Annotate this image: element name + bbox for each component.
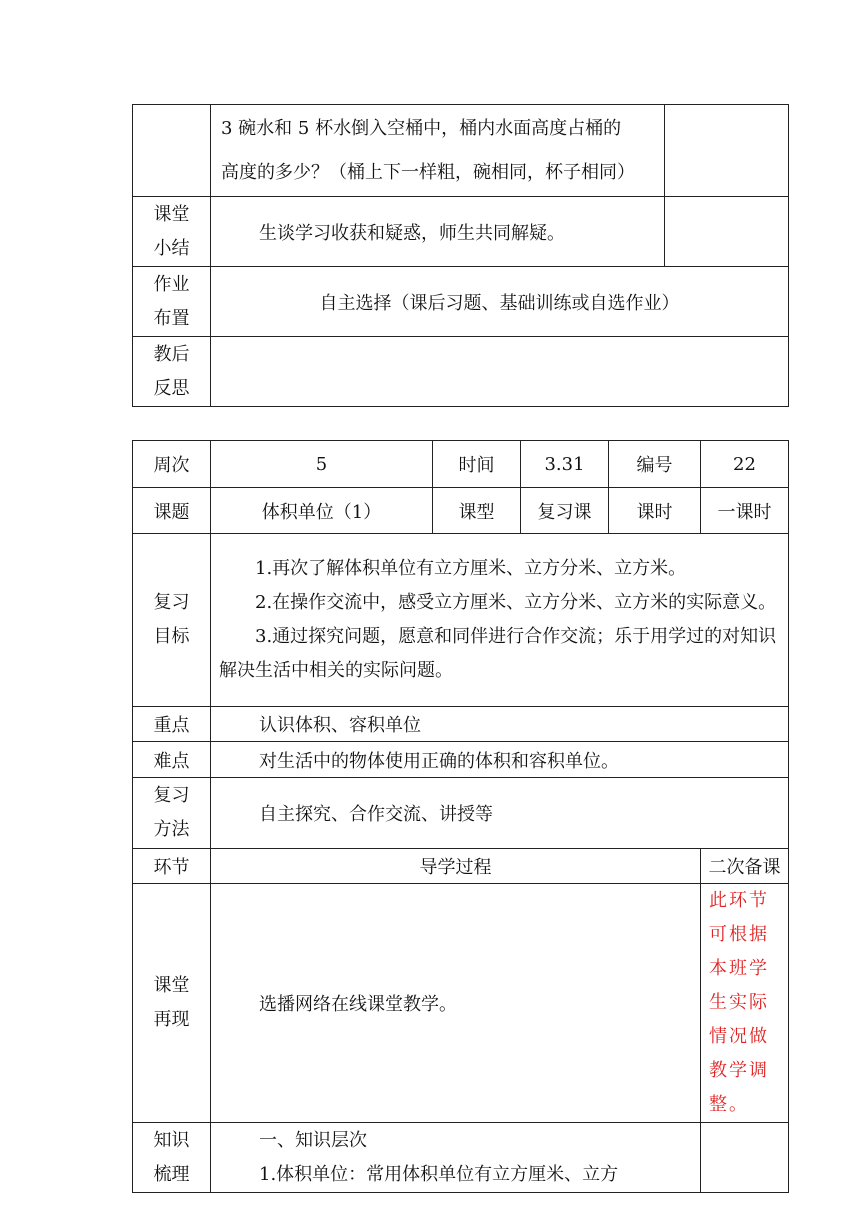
- table-row: [133, 488, 789, 534]
- knowledge-content: [211, 1123, 701, 1193]
- goals-content: [211, 534, 789, 707]
- goal-item: 2.在操作交流中，感受立方厘米、立方分米、立方米的实际意义。: [255, 592, 777, 613]
- empty-note-cell: [665, 105, 789, 197]
- knowledge-line: 一、知识层次: [259, 1129, 367, 1151]
- method-label: 复习 方法: [133, 778, 211, 849]
- second-prep-label: 二次备课: [701, 849, 789, 884]
- number-label: 编号: [609, 441, 701, 488]
- table-row: [133, 884, 789, 1123]
- problem-line: 3 碗水和 5 杯水倒入空桶中，桶内水面高度占桶的: [221, 117, 622, 139]
- problem-cell: [211, 105, 665, 197]
- replay-text: 选播网络在线课堂教学。: [211, 884, 701, 1123]
- reflection-content: [211, 337, 789, 407]
- stage-label: 环节: [133, 849, 211, 884]
- process-label: 导学过程: [211, 849, 701, 884]
- homework-text: 自主选择（课后习题、基础训练或自选作业）: [211, 267, 789, 337]
- type-value: 复习课: [521, 488, 609, 534]
- goal-item: 3.通过探究问题，愿意和同伴进行合作交流；乐于用学过的对知识解决生活中相关的实际问题。: [219, 626, 777, 681]
- week-value: 5: [211, 441, 433, 488]
- table-row: [133, 105, 789, 197]
- time-value: 3.31: [521, 441, 609, 488]
- method-text: 自主探究、合作交流、讲授等: [211, 778, 789, 849]
- period-value: 一课时: [701, 488, 789, 534]
- table-row: [133, 337, 789, 407]
- reflection-label: 教后 反思: [133, 337, 211, 407]
- summary-label: 课堂 小结: [133, 197, 211, 267]
- period-label: 课时: [609, 488, 701, 534]
- topic-value: 体积单位（1）: [211, 488, 433, 534]
- table-row: [133, 707, 789, 742]
- empty-note-cell: [701, 1123, 789, 1193]
- knowledge-label: 知识 梳理: [133, 1123, 211, 1193]
- lesson-table-continued: [132, 104, 789, 407]
- table-row: [133, 267, 789, 337]
- difficulty-label: 难点: [133, 742, 211, 778]
- table-row: [133, 1123, 789, 1193]
- empty-note-cell: [665, 197, 789, 267]
- table-row: [133, 197, 789, 267]
- summary-text: 生谈学习收获和疑惑，师生共同解疑。: [211, 197, 665, 267]
- key-label: 重点: [133, 707, 211, 742]
- homework-label: 作业 布置: [133, 267, 211, 337]
- difficulty-text: 对生活中的物体使用正确的体积和容积单位。: [211, 742, 789, 778]
- week-label: 周次: [133, 441, 211, 488]
- table-row: [133, 441, 789, 488]
- empty-label-cell: [133, 105, 211, 197]
- problem-line: 高度的多少？（桶上下一样粗，碗相同，杯子相同）: [221, 161, 635, 183]
- lesson-plan-table: [132, 440, 789, 1193]
- goal-item: 1.再次了解体积单位有立方厘米、立方分米、立方米。: [255, 558, 687, 579]
- table-row: [133, 742, 789, 778]
- knowledge-line: 1.体积单位：常用体积单位有立方厘米、立方: [259, 1163, 619, 1185]
- replay-note: 此环节可根据本班学生实际情况做教学调整。: [701, 884, 789, 1123]
- table-row: [133, 778, 789, 849]
- table-row: [133, 849, 789, 884]
- topic-label: 课题: [133, 488, 211, 534]
- number-value: 22: [701, 441, 789, 488]
- key-text: 认识体积、容积单位: [211, 707, 789, 742]
- type-label: 课型: [433, 488, 521, 534]
- table-row: [133, 534, 789, 707]
- time-label: 时间: [433, 441, 521, 488]
- replay-label: 课堂 再现: [133, 884, 211, 1123]
- goals-label: 复习 目标: [133, 534, 211, 707]
